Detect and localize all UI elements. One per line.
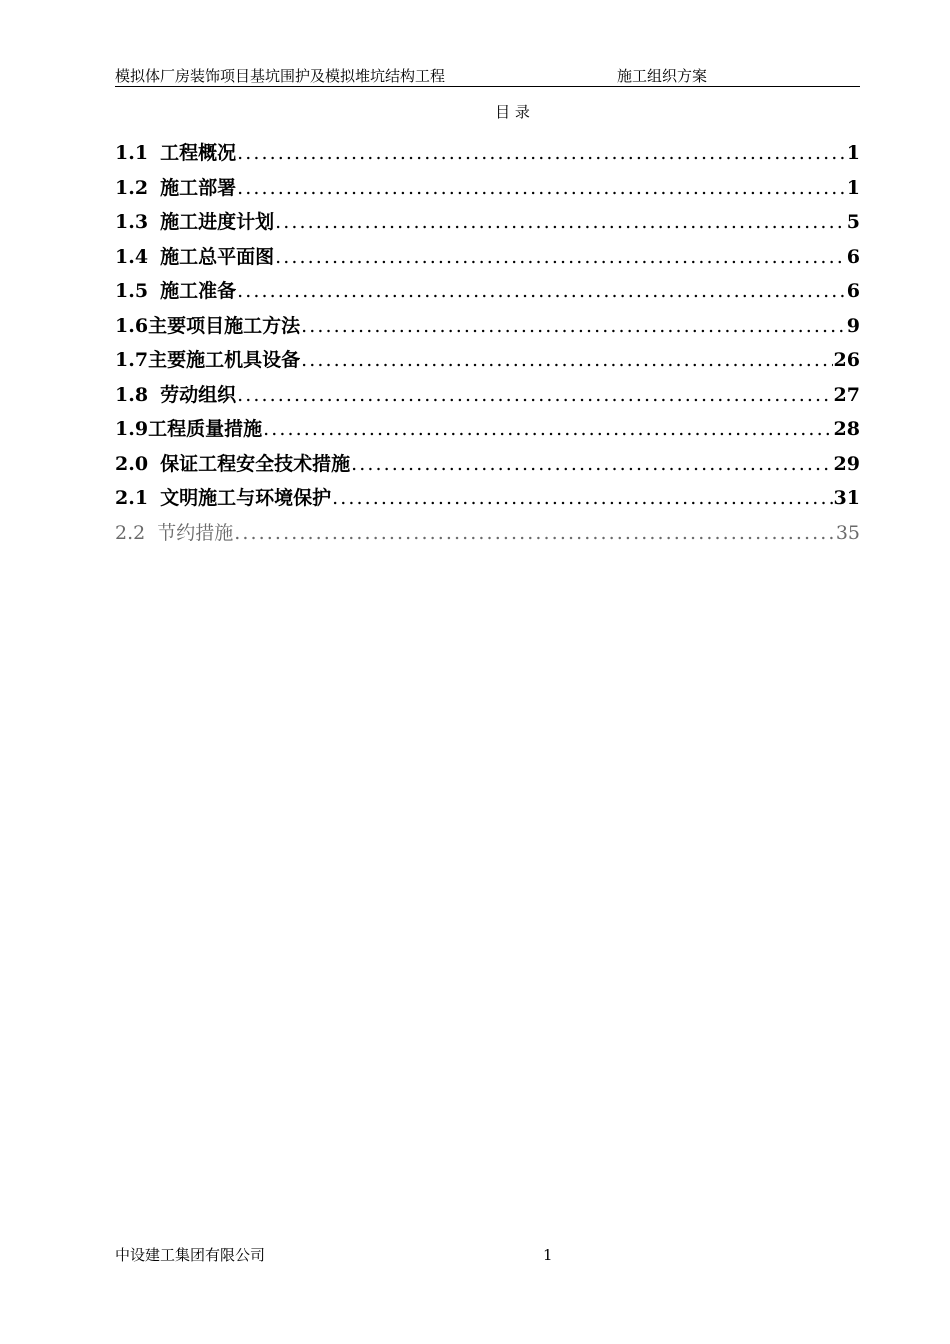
toc-entry-page: 1 [846, 142, 860, 164]
toc-entry-number: 1.4 [115, 245, 149, 268]
toc-entry-number: 1.5 [115, 280, 149, 302]
toc-entry-number: 2.0 [115, 452, 149, 475]
toc-entry-1-6[interactable] [115, 311, 860, 346]
toc-entry-page: 5 [846, 211, 860, 233]
toc-entry-1-4[interactable] [115, 242, 860, 277]
dot-leader [301, 311, 846, 341]
toc-entry-title: 节约措施 [157, 521, 234, 544]
toc-entry-1-5[interactable] [115, 276, 860, 311]
dot-leader [275, 207, 846, 237]
toc-entry-2-1[interactable] [115, 483, 860, 518]
toc-entry-page: 35 [835, 521, 860, 544]
toc-entry-title: 文明施工与环境保护 [160, 487, 332, 509]
toc-entry-number: 1.2 [115, 176, 149, 199]
dot-leader [237, 138, 846, 168]
toc-entry-page: 31 [833, 487, 860, 509]
dot-leader [263, 414, 832, 444]
toc-entry-1-8[interactable] [115, 380, 860, 415]
dot-leader [234, 518, 835, 548]
dot-leader [275, 242, 846, 272]
toc-entry-title: 施工准备 [160, 280, 237, 302]
toc-entry-number: 2.1 [115, 487, 149, 509]
toc-entry-2-0[interactable] [115, 449, 860, 484]
toc-entry-page: 26 [833, 349, 860, 371]
toc-entry-number: 2.2 [115, 521, 146, 544]
toc-entry-number: 1.6 [115, 314, 149, 337]
toc-entry-1-3[interactable] [115, 207, 860, 242]
toc-entry-title: 劳动组织 [160, 383, 237, 406]
toc-entry-page: 1 [846, 176, 860, 199]
toc-entry-page: 28 [833, 418, 860, 440]
toc-entry-page: 29 [833, 452, 860, 475]
dot-leader [332, 483, 832, 513]
toc-entry-title: 主要项目施工方法 [148, 314, 301, 337]
toc-entry-title: 施工总平面图 [160, 245, 275, 268]
toc-entry-title: 工程质量措施 [148, 418, 263, 440]
toc-entry-2-2[interactable] [115, 518, 860, 553]
toc-entry-title: 工程概况 [160, 142, 237, 164]
toc-entry-1-1[interactable] [115, 138, 860, 173]
toc-entry-number: 1.1 [115, 142, 149, 164]
dot-leader [237, 380, 832, 410]
toc-entry-1-2[interactable] [115, 173, 860, 208]
toc-entry-number: 1.7 [115, 349, 149, 371]
dot-leader [237, 173, 846, 203]
toc-entry-title: 施工部署 [160, 176, 237, 199]
toc-entry-page: 6 [846, 245, 860, 268]
page-header [115, 66, 860, 87]
toc-entry-page: 27 [833, 383, 860, 406]
toc-entry-number: 1.8 [115, 383, 149, 406]
toc-entry-title: 施工进度计划 [160, 211, 275, 233]
header-project-title: 模拟体厂房装饰项目基坑围护及模拟堆坑结构工程 [115, 67, 446, 85]
table-of-contents [115, 138, 860, 552]
dot-leader [237, 276, 846, 306]
footer-company-name: 中设建工集团有限公司 [115, 1246, 266, 1264]
toc-entry-number: 1.3 [115, 211, 149, 233]
toc-entry-title: 保证工程安全技术措施 [160, 452, 351, 475]
footer-page-number: 1 [543, 1246, 553, 1264]
dot-leader [351, 449, 832, 479]
toc-entry-page: 6 [846, 280, 860, 302]
dot-leader [301, 345, 832, 375]
toc-entry-number: 1.9 [115, 418, 149, 440]
toc-entry-title: 主要施工机具设备 [148, 349, 301, 371]
toc-heading: 目 录 [495, 103, 530, 121]
toc-entry-1-7[interactable] [115, 345, 860, 380]
toc-entry-page: 9 [846, 314, 860, 337]
toc-entry-1-9[interactable] [115, 414, 860, 449]
header-document-type: 施工组织方案 [617, 67, 708, 85]
